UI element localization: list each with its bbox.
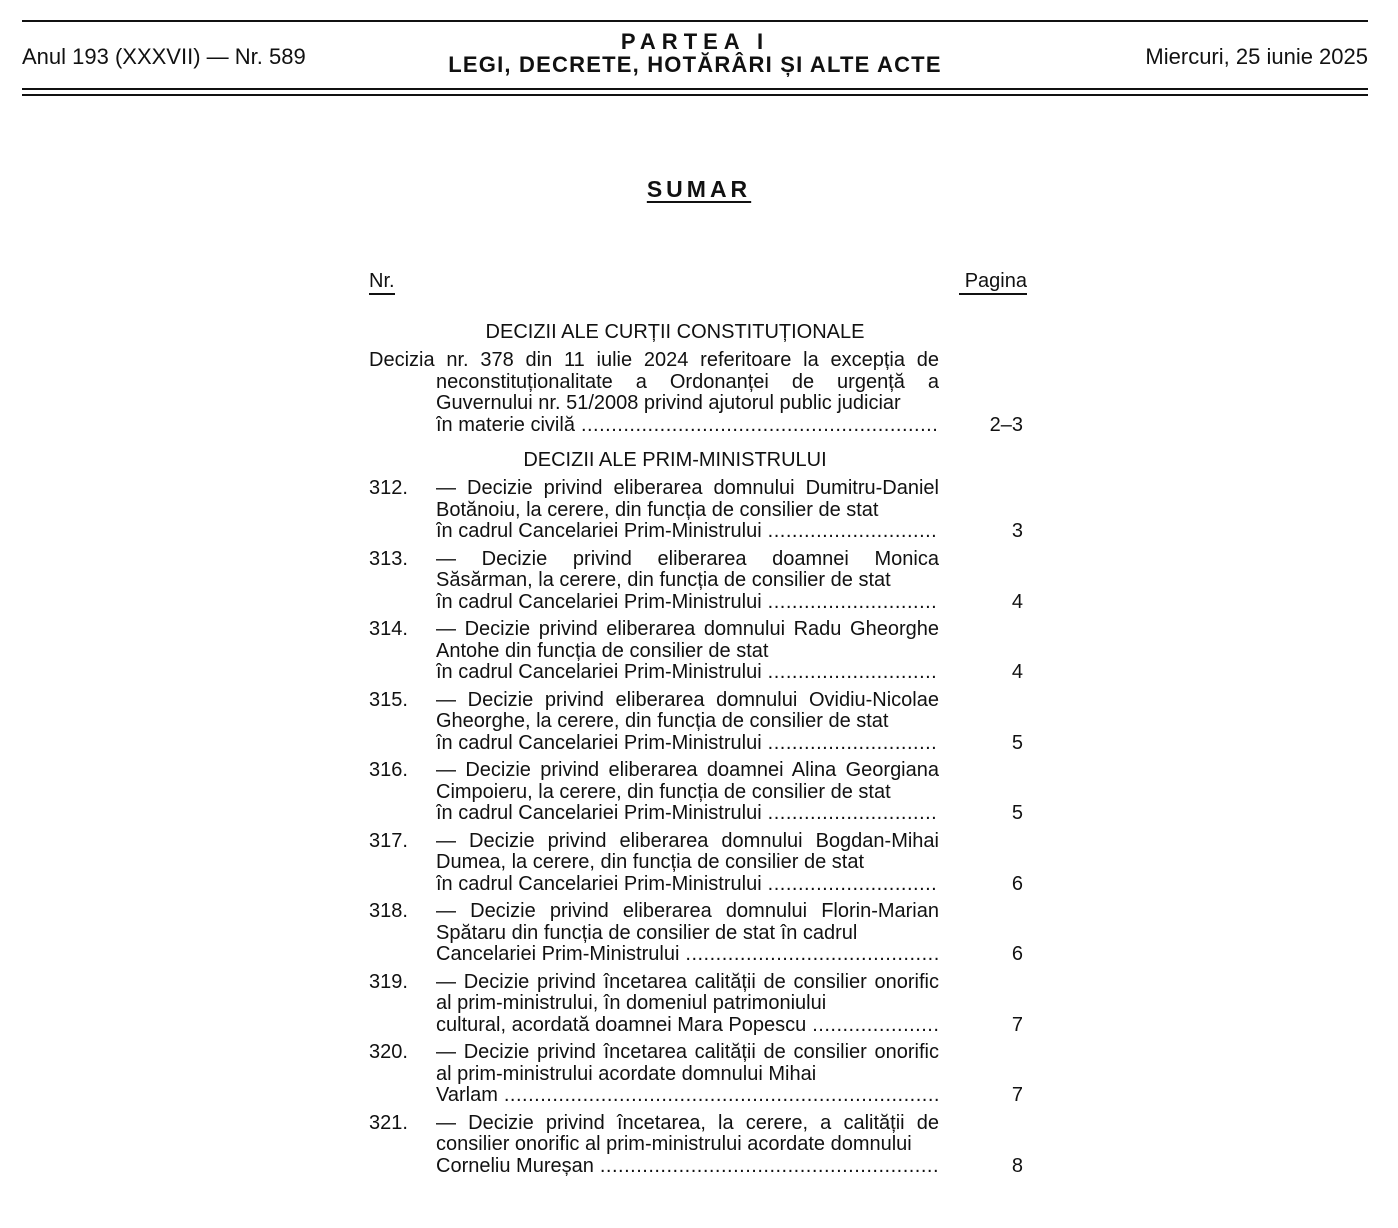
leader-dots [806,1015,939,1037]
toc-entry[interactable] [369,972,1029,1037]
header-bottom-rule [22,88,1368,90]
entry-text: — Decizie privind eliberarea domnului Radu Gheorghe Antohe din funcția de consilier de stat în cadrul Cancelariei Prim-Ministrului ..... [436,619,939,684]
toc-entry[interactable] [369,619,1029,684]
issue-number: Anul 193 (XXXVII) — Nr. 589 [22,44,306,69]
toc-entry[interactable] [369,690,1029,755]
entry-last-line: cultural, acordată doamnei Mara Popescu [436,1014,807,1036]
entry-number: 312. [369,477,408,499]
entry-number: 315. [369,688,408,711]
entry-number: 317. [369,829,408,852]
entry-last-line: Cancelariei Prim-Ministrului [436,944,680,965]
entry-page: 6 [1011,943,1023,965]
entry-last-line: în cadrul Cancelariei Prim-Ministrului [436,873,762,895]
table-of-contents [369,268,1029,1177]
entry-page: 5 [1011,731,1023,754]
entry-number: 321. [369,1111,408,1134]
entry-last-line: în cadrul Cancelariei Prim-Ministrului [436,662,762,683]
header-subtitle: LEGI, DECRETE, HOTĂRÂRI ȘI ALTE ACTE [448,52,942,77]
section-title: DECIZII ALE PRIM-MINISTRULUI [523,449,827,471]
entry-text: — Decizie privind eliberarea doamnei Monica Săsărman, la cerere, din funcția de consilier de stat în cadrul Cancelariei Prim-Ministrului ..... [436,549,939,614]
entry-number: 314. [369,618,408,640]
toc-entry[interactable] [369,1042,1029,1107]
entry-number: 319. [369,970,408,993]
column-pagina: Pagina [959,270,1027,295]
entry-page: 5 [1011,802,1023,824]
entry-last-line: în cadrul Cancelariei Prim-Ministrului [436,732,762,754]
summary-title [0,176,1398,203]
entry-page: 8 [1011,1154,1023,1177]
header-bottom-rule-2 [22,94,1368,96]
leader-dots [762,521,939,543]
column-headers [369,268,1029,302]
entry-text: — Decizie privind eliberarea domnului Florin-Marian Spătaru din funcția de consilier de stat în cadrul Cancelariei Prim-Ministrului ..... [436,901,939,966]
leader-dots [679,944,939,966]
entry-last-line: în cadrul Cancelariei Prim-Ministrului [436,591,762,613]
entry-text: — Decizie privind eliberarea doamnei Alina Georgiana Cimpoieru, la cerere, din funcția de consilier de stat în cadrul Cancelariei Prim-Ministrului ..... [436,760,939,825]
entry-text: — Decizie privind încetarea, la cerere, a calității de consilier onorific al prim-ministrului acordate domnului Corneliu Mureșan ..... [436,1113,939,1178]
issue-date: Miercuri, 25 iunie 2025 [1145,44,1368,69]
partea-label: PARTEA I [620,29,770,54]
entry-page: 7 [1011,1084,1023,1106]
entry-page: 6 [1011,872,1023,895]
toc-entry[interactable] [369,901,1029,966]
entry-list [369,478,1029,1177]
entry-text: — Decizie privind eliberarea domnului Bogdan-Mihai Dumea, la cerere, din funcția de consilier de stat în cadrul Cancelariei Prim-Ministrului ..... [436,831,939,896]
entry-page: 2–3 [989,413,1023,436]
leader-dots [575,415,939,437]
column-nr: Nr. [369,270,395,295]
entry-number: 316. [369,759,408,781]
entry-last-line: Varlam [436,1085,498,1106]
leader-dots [762,592,939,614]
entry-text: — Decizie privind eliberarea domnului Dumitru-Daniel Botănoiu, la cerere, din funcția de consilier de stat în cadrul Cancelariei Prim-Ministrului ..... [436,478,939,543]
toc-entry[interactable] [369,478,1029,543]
leader-dots [594,1156,939,1178]
leader-dots [762,874,939,896]
entry-page: 7 [1011,1013,1023,1036]
leader-dots [498,1085,939,1107]
toc-entry[interactable] [369,760,1029,825]
entry-text: — Decizie privind încetarea calității de consilier onorific al prim-ministrului acordate domnului Mihai Varlam ..... [436,1042,939,1107]
leader-dots [762,662,939,684]
entry-text: — Decizie privind încetarea calității de consilier onorific al prim-ministrului, în domeniul patrimoniului cultural, acordată doamnei Mara Popescu ..... [436,972,939,1037]
entry-last-line: în cadrul Cancelariei Prim-Ministrului [436,521,762,542]
summary-title-text: SUMAR [646,176,752,202]
toc-entry[interactable] [369,350,1029,436]
entry-text: Decizia nr. 378 din 11 iulie 2024 referitoare la excepția de neconstituționalitate a Ordonanței de urgență a Guvernului nr. 51/2008 privind ajutorul public judiciar în materie civilă ..... [369,350,939,436]
entry-number: 320. [369,1041,408,1063]
gazette-header [22,20,1368,98]
header-top-rule [22,20,1368,22]
leader-dots [762,733,939,755]
entry-last-line: în cadrul Cancelariei Prim-Ministrului [436,803,762,824]
section-title: DECIZII ALE CURȚII CONSTITUȚIONALE [485,321,865,343]
toc-entry[interactable] [369,1113,1029,1178]
entry-page: 3 [1011,520,1023,542]
entry-page: 4 [1011,661,1023,683]
toc-entry[interactable] [369,831,1029,896]
entry-number: 313. [369,547,408,570]
entry-text: — Decizie privind eliberarea domnului Ovidiu-Nicolae Gheorghe, la cerere, din funcția de consilier de stat în cadrul Cancelariei Prim-Ministrului ..... [436,690,939,755]
toc-entry[interactable] [369,549,1029,614]
entry-last-line: Corneliu Mureșan [436,1155,594,1177]
entry-page: 4 [1011,590,1023,613]
entry-last-line: în materie civilă [436,414,575,436]
leader-dots [762,803,939,825]
entry-number: 318. [369,900,408,922]
